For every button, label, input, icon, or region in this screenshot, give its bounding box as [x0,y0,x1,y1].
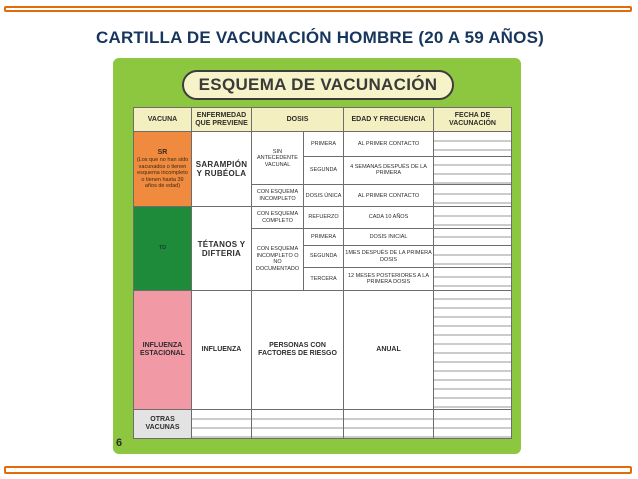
influenza-disease: INFLUENZA [192,290,252,410]
otras-edad[interactable] [344,410,434,439]
header-edad: EDAD Y FRECUENCIA [344,108,434,132]
sr-primera: PRIMERA [304,132,344,156]
header-fecha: FECHA DE VACUNACIÓN [434,108,512,132]
header-vacuna: VACUNA [134,108,192,132]
header-enfermedad: ENFERMEDAD QUE PREVIENE [192,108,252,132]
sr-primera-edad: AL PRIMER CONTACTO [344,132,434,156]
otras-enfermedad[interactable] [192,410,252,439]
table-row [134,207,512,228]
influenza-dosis: PERSONAS CON FACTORES DE RIESGO [252,290,344,410]
influenza-fecha[interactable] [434,290,512,410]
sr-label: SR [157,149,168,157]
top-frame-bar [4,6,632,12]
sr-vaccine-cell [134,132,192,207]
td-tercera-fecha[interactable] [434,268,512,290]
sr-dosis-unica-fecha[interactable] [434,185,512,207]
table-row [134,290,512,410]
table-row [134,132,512,156]
slide-title: CARTILLA DE VACUNACIÓN HOMBRE (20 A 59 AÑOS) [96,28,544,47]
bottom-frame-bar [4,466,632,474]
otras-fecha[interactable] [434,410,512,439]
td-refuerzo-edad: CADA 10 AÑOS [344,207,434,228]
td-tercera-edad: 12 MESES POSTERIORES A LA PRIMERA DOSIS [344,268,434,290]
td-refuerzo: REFUERZO [304,207,344,228]
sr-dosis-unica-edad: AL PRIMER CONTACTO [344,185,434,207]
td-segunda-fecha[interactable] [434,246,512,268]
sr-dosis-unica: DOSIS ÚNICA [304,185,344,207]
td-primera-edad: DOSIS INICIAL [344,228,434,245]
td-vaccine-cell: TD [134,207,192,290]
otras-vacunas-cell: OTRAS VACUNAS [134,410,192,439]
td-tercera: TERCERA [304,268,344,290]
table-header-row [134,108,512,132]
page-number: 6 [116,437,123,449]
header-dosis: DOSIS [252,108,344,132]
td-primera-fecha[interactable] [434,228,512,245]
table-row [134,410,512,439]
influenza-edad: ANUAL [344,290,434,410]
sr-segunda-edad: 4 SEMANAS DESPUÉS DE LA PRIMERA [344,156,434,184]
otras-dosis[interactable] [252,410,344,439]
influenza-vaccine-cell: INFLUENZA ESTACIONAL [134,290,192,410]
td-refuerzo-fecha[interactable] [434,207,512,228]
vaccination-table [133,107,512,439]
td-segunda-edad: 1MES DESPUÉS DE LA PRIMERA DOSIS [344,246,434,268]
sr-sin-antecedente: SIN ANTECEDENTE VACUNAL [252,132,304,185]
sr-con-esquema-incompleto: CON ESQUEMA INCOMPLETO [252,185,304,207]
td-segunda: SEGUNDA [304,246,344,268]
sr-segunda: SEGUNDA [304,156,344,184]
td-disease: TÉTANOS Y DIFTERIA [192,207,252,290]
sr-note: (Los que no han sido vacunados o tienen esquema incompleto o tienen hasta 39 años de edad) [136,157,189,190]
sr-disease: SARAMPIÓN Y RUBÉOLA [192,132,252,207]
sr-primera-fecha[interactable] [434,132,512,156]
td-con-esquema-incompleto: CON ESQUEMA INCOMPLETO O NO DOCUMENTADO [252,228,304,290]
card-banner-title: ESQUEMA DE VACUNACIÓN [182,70,454,100]
td-con-esquema-completo: CON ESQUEMA COMPLETO [252,207,304,228]
td-primera: PRIMERA [304,228,344,245]
sr-segunda-fecha[interactable] [434,156,512,184]
